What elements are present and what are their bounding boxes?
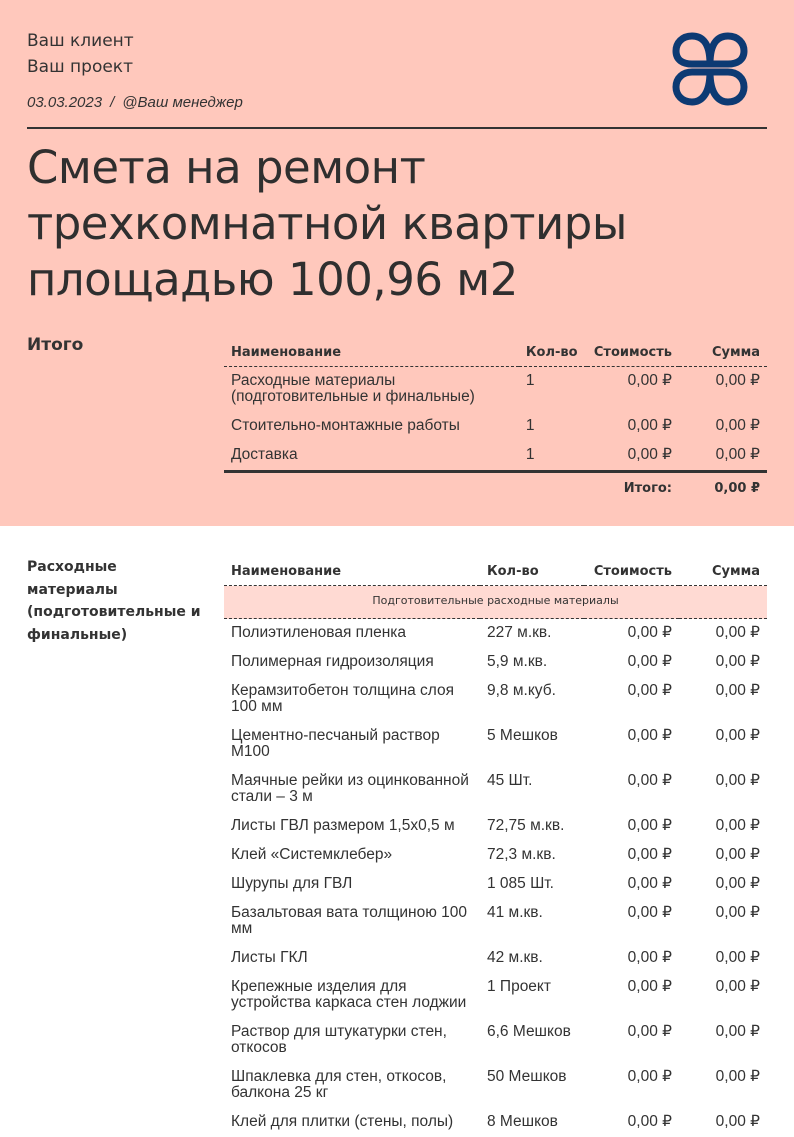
row-qty: 42 м.кв. <box>487 949 543 966</box>
row-name: Раствор для штукатурки стен, откосов <box>231 1023 447 1056</box>
row-sum: 0,00 ₽ <box>715 727 760 744</box>
group-label: Подготовительные расходные материалы <box>224 586 767 619</box>
table-row <box>224 973 767 1018</box>
row-price: 0,00 ₽ <box>627 1113 672 1130</box>
row-qty: 8 Мешков <box>487 1113 558 1130</box>
table-row <box>224 722 767 767</box>
client-block <box>27 28 134 80</box>
row-name: Расходные материалы (подготовительные и финальные) <box>231 372 475 405</box>
row-sum: 0,00 ₽ <box>715 978 760 995</box>
column-header-qty: Кол-во <box>480 553 584 586</box>
meta-line <box>27 94 243 111</box>
row-name: Листы ГВЛ размером 1,5х0,5 м <box>231 817 455 834</box>
row-name: Клей «Системклебер» <box>231 846 393 863</box>
estimate-date: 03.03.2023 <box>27 94 103 111</box>
row-price: 0,00 ₽ <box>627 372 673 389</box>
table-row <box>224 944 767 973</box>
row-qty: 1 <box>525 417 535 434</box>
row-name: Доставка <box>224 441 519 472</box>
row-price: 0,00 ₽ <box>627 817 672 834</box>
row-sum: 0,00 ₽ <box>715 817 760 834</box>
column-header-price: Стоимость <box>584 553 679 586</box>
row-price: 0,00 ₽ <box>627 682 672 699</box>
table-row <box>224 619 767 649</box>
row-sum: 0,00 ₽ <box>715 1068 760 1085</box>
row-qty: 5 Мешков <box>487 727 558 744</box>
row-price: 0,00 ₽ <box>627 846 672 863</box>
row-price: 0,00 ₽ <box>627 772 672 789</box>
clover-logo-icon <box>670 30 750 110</box>
materials-table <box>224 553 767 1137</box>
row-price: 0,00 ₽ <box>627 1023 672 1040</box>
column-header-sum: Сумма <box>679 334 767 367</box>
row-qty: 1 <box>525 372 535 389</box>
summary-header-row <box>224 334 767 367</box>
table-row <box>224 767 767 812</box>
row-qty: 45 Шт. <box>487 772 533 789</box>
total-value: 0,00 ₽ <box>714 481 760 496</box>
column-header-name: Наименование <box>224 553 480 586</box>
summary-section-label: Итого <box>27 335 84 355</box>
row-qty: 9,8 м.куб. <box>487 682 556 699</box>
row-name: Клей для плитки (стены, полы) <box>231 1113 454 1130</box>
hero-section <box>0 0 794 526</box>
row-name: Керамзитобетон толщина слоя 100 мм <box>231 682 455 715</box>
table-row <box>224 841 767 870</box>
client-name: Ваш клиент <box>27 31 134 51</box>
row-name: Шурупы для ГВЛ <box>231 875 353 892</box>
table-row <box>224 1018 767 1063</box>
row-qty: 72,3 м.кв. <box>487 846 556 863</box>
row-sum: 0,00 ₽ <box>715 372 760 389</box>
header-divider <box>27 127 767 129</box>
row-name: Крепежные изделия для устройства каркаса стен лоджии <box>231 978 467 1011</box>
row-qty: 227 м.кв. <box>487 624 552 641</box>
row-qty: 1 085 Шт. <box>487 875 554 892</box>
row-name: Базальтовая вата толщиною 100 мм <box>231 904 468 937</box>
row-qty: 1 <box>519 441 587 472</box>
project-name: Ваш проект <box>27 57 133 77</box>
row-name: Шпаклевка для стен, откосов, балкона 25 кг <box>231 1068 447 1101</box>
row-sum: 0,00 ₽ <box>715 682 760 699</box>
materials-section-label: Расходные материалы (подготовительные и финальные) <box>27 559 201 643</box>
row-sum: 0,00 ₽ <box>715 1113 760 1130</box>
table-row <box>224 367 767 413</box>
column-header-sum: Сумма <box>679 553 767 586</box>
manager-name: @Ваш менеджер <box>122 94 243 111</box>
column-header-price: Стоимость <box>587 334 679 367</box>
row-sum: 0,00 ₽ <box>715 417 760 434</box>
table-row <box>224 899 767 944</box>
row-sum: 0,00 ₽ <box>679 441 767 472</box>
summary-table <box>224 334 767 504</box>
row-sum: 0,00 ₽ <box>715 846 760 863</box>
row-price: 0,00 ₽ <box>627 1068 672 1085</box>
meta-separator: / <box>110 94 115 111</box>
summary-total-row <box>224 472 767 505</box>
row-price: 0,00 ₽ <box>627 978 672 995</box>
row-price: 0,00 ₽ <box>627 904 672 921</box>
row-sum: 0,00 ₽ <box>715 772 760 789</box>
row-qty: 1 Проект <box>487 978 551 995</box>
row-sum: 0,00 ₽ <box>715 653 760 670</box>
row-name: Листы ГКЛ <box>231 949 308 966</box>
row-sum: 0,00 ₽ <box>715 1023 760 1040</box>
row-name: Полимерная гидроизоляция <box>231 653 434 670</box>
row-qty: 6,6 Мешков <box>487 1023 571 1040</box>
row-qty: 41 м.кв. <box>487 904 543 921</box>
table-row <box>224 412 767 441</box>
table-row <box>224 441 767 472</box>
row-sum: 0,00 ₽ <box>715 624 760 641</box>
row-name: Цементно-песчаный раствор М100 <box>231 727 440 760</box>
row-price: 0,00 ₽ <box>627 417 673 434</box>
materials-header-row <box>224 553 767 586</box>
row-name: Маячные рейки из оцинкованной стали – 3 м <box>231 772 469 805</box>
row-price: 0,00 ₽ <box>627 624 672 641</box>
row-price: 0,00 ₽ <box>587 441 679 472</box>
row-qty: 50 Мешков <box>487 1068 567 1085</box>
row-name: Полиэтиленовая пленка <box>231 624 407 641</box>
table-row <box>224 1063 767 1108</box>
page-title: Смета на ремонт трехкомнатной квартиры площадью 100,96 м2 <box>27 141 627 306</box>
row-name: Стоительно-монтажные работы <box>231 417 460 434</box>
row-sum: 0,00 ₽ <box>715 904 760 921</box>
row-price: 0,00 ₽ <box>627 653 672 670</box>
row-qty: 72,75 м.кв. <box>487 817 565 834</box>
column-header-qty: Кол-во <box>519 334 587 367</box>
row-price: 0,00 ₽ <box>627 949 672 966</box>
row-qty: 5,9 м.кв. <box>487 653 548 670</box>
table-row <box>224 812 767 841</box>
table-row <box>224 648 767 677</box>
total-label: Итого: <box>623 481 673 496</box>
row-price: 0,00 ₽ <box>627 727 672 744</box>
table-row <box>224 870 767 899</box>
column-header-name: Наименование <box>224 334 519 367</box>
row-sum: 0,00 ₽ <box>715 875 760 892</box>
table-row <box>224 677 767 722</box>
row-sum: 0,00 ₽ <box>715 949 760 966</box>
group-row <box>224 586 767 619</box>
row-price: 0,00 ₽ <box>627 875 672 892</box>
